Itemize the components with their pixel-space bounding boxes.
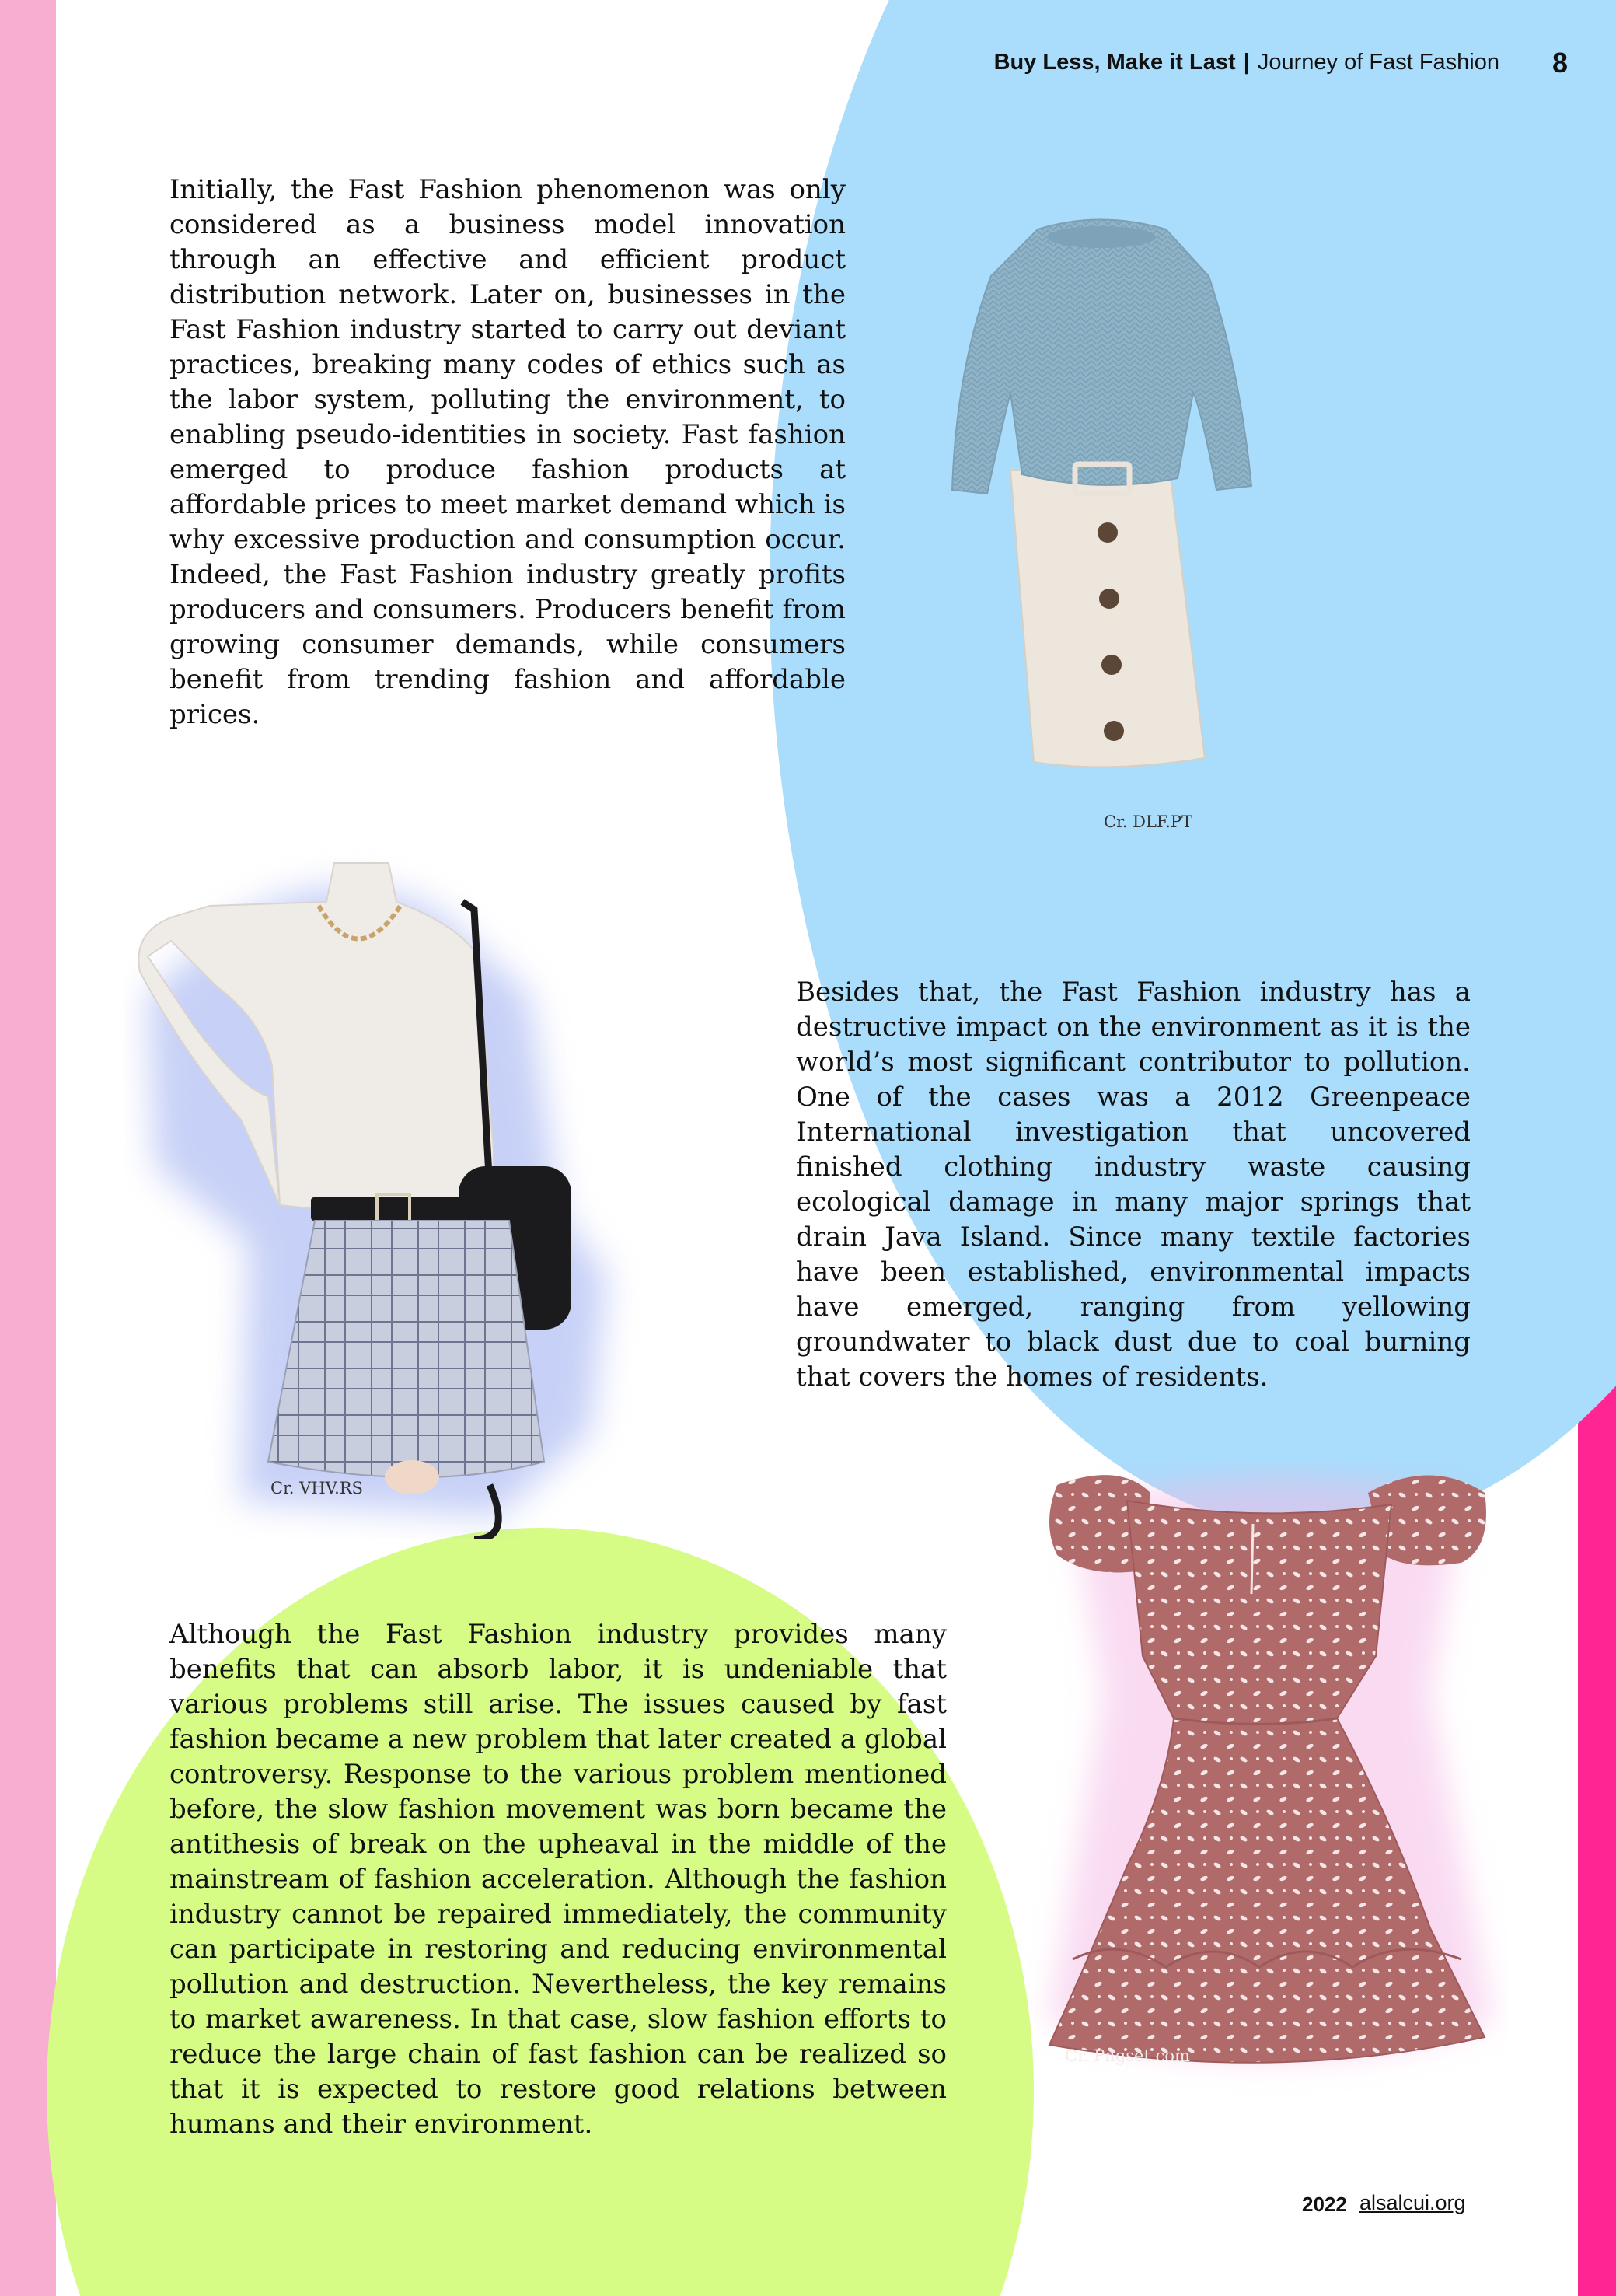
chapter-title: Journey of Fast Fashion	[1257, 50, 1499, 75]
header-separator: |	[1243, 50, 1250, 75]
footer-year: 2022	[1302, 2193, 1347, 2216]
running-header	[994, 50, 1499, 75]
series-title: Buy Less, Make it Last	[993, 50, 1236, 75]
turtleneck-outfit-credit: Cr. VHV.RS	[270, 1479, 363, 1497]
turtleneck-outfit-image	[124, 840, 738, 1539]
floral-dress-image	[1026, 1462, 1508, 2099]
paragraph-environmental-impact: Besides that, the Fast Fashion industry has a destructive impact on the environment as it is the world’s most significant contributor to pollution. One of the cases was a 2012 Greenpeace International investigation that uncovered finished clothing industry waste causing ecological damage in many major springs that drain Java Island. Since many textile factories have been established, environmental impacts have emerged, ranging from yellowing groundwater to black dust due to coal burning that covers the homes of residents.	[796, 977, 1471, 1393]
footer-site-link[interactable]: alsalcui.org	[1359, 2191, 1466, 2214]
left-pink-bar	[0, 0, 56, 2296]
sweater-outfit-credit: Cr. DLF.PT	[1104, 813, 1193, 831]
paragraph-slow-fashion: Although the Fast Fashion industry provides many benefits that can absorb labor, it is undeniable that various problems still arise. The issues caused by fast fashion became a new problem that later created a global controversy. Response to the various problem mentioned before, the slow fashion movement was born became the antithesis of break on the upheaval in the middle of the mainstream of fashion acceleration. Although the fashion industry cannot be repaired immediately, the community can participate in restoring and reducing environmental pollution and destruction. Nevertheless, the key remains to market awareness. In that case, slow fashion efforts to reduce the large chain of fast fashion can be realized so that it is expected to restore good relations between humans and their environment.	[169, 1619, 947, 2140]
floral-dress-credit: Cr. Pngset.com	[1065, 2046, 1190, 2065]
page-number: 8	[1551, 47, 1568, 79]
paragraph-fast-fashion-origin: Initially, the Fast Fashion phenomenon was only considered as a business model innovation through an effective and efficient product distribution network. Later on, businesses in the Fast Fashion industry started to carry out deviant practices, breaking many codes of ethics such as the labor system, polluting the environment, to enabling pseudo-identities in society. Fast fashion emerged to produce fashion products at affordable prices to meet market demand which is why excessive production and consumption occur. Indeed, the Fast Fashion industry greatly profits producers and consumers. Producers benefit from growing consumer demands, while consumers benefit from trending fashion and affordable prices.	[169, 174, 846, 730]
sweater-outfit-image	[944, 214, 1255, 836]
